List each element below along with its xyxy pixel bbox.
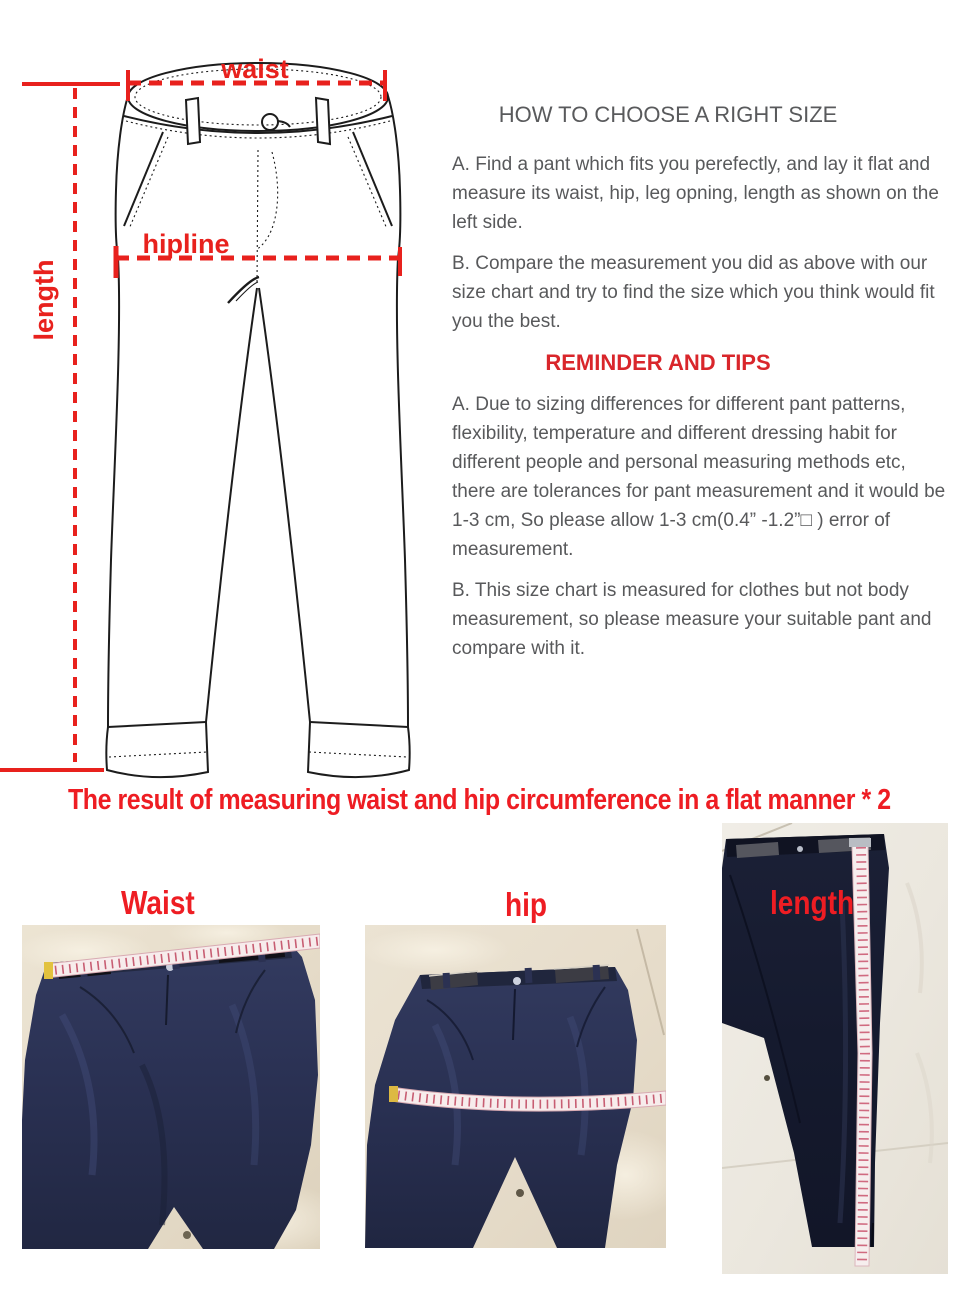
cuff-slit <box>872 1223 873 1247</box>
diagram-length-label: length <box>29 259 59 341</box>
tape-start-tab <box>44 962 53 979</box>
reminder-step-b: B. This size chart is measured for clothes but not body measurement, so please measure your suitable pant and compare with it. <box>452 580 937 659</box>
belt-loop <box>443 973 451 988</box>
guide-step-a: A. Find a pant which fits you perefectly, and lay it flat and measure its waist, hip, leg opning, length as shown on the left side. <box>452 154 945 233</box>
reminder-step-a: A. Due to sizing differences for different pant patterns, flexibility, temperature and different dressing habit for different people and personal measuring methods etc, there are tolerances for pant measurement and it would be 1-3 cm, So please allow 1-3 cm(0.4” -1.2”□ ) error of measurement. <box>452 394 951 560</box>
photo-hip-measurement <box>365 925 666 1248</box>
button-icon <box>262 114 278 130</box>
navy-pants <box>22 943 318 1249</box>
photo-label-length: length <box>770 884 855 921</box>
belt-loop <box>593 965 601 980</box>
measuring-caption <box>0 784 958 817</box>
guide-step-b: B. Compare the measurement you did as above with our size chart and try to find the size which you think would fit you the best. <box>452 253 940 332</box>
guide-title: HOW TO CHOOSE A RIGHT SIZE <box>498 102 838 127</box>
tape-start-tab <box>389 1086 398 1102</box>
measuring-caption-text: The result of measuring waist and hip circumference in a flat manner * 2 <box>67 784 891 816</box>
photo-waist-measurement <box>22 925 320 1249</box>
belt-loop <box>525 968 533 983</box>
diagram-waist-label: waist <box>221 54 289 84</box>
tape-clip <box>849 838 871 847</box>
reminder-title: REMINDER AND TIPS <box>545 350 771 375</box>
diagram-hipline-label: hipline <box>142 229 230 259</box>
size-guide-text <box>452 100 952 675</box>
pants-outline <box>106 63 409 777</box>
button-icon <box>797 846 803 852</box>
photo-label-hip: hip <box>505 886 548 923</box>
button-icon <box>513 977 521 985</box>
measurement-lines <box>0 70 400 770</box>
photo-label-waist: Waist <box>121 884 195 921</box>
pants-measurement-diagram <box>0 0 440 790</box>
